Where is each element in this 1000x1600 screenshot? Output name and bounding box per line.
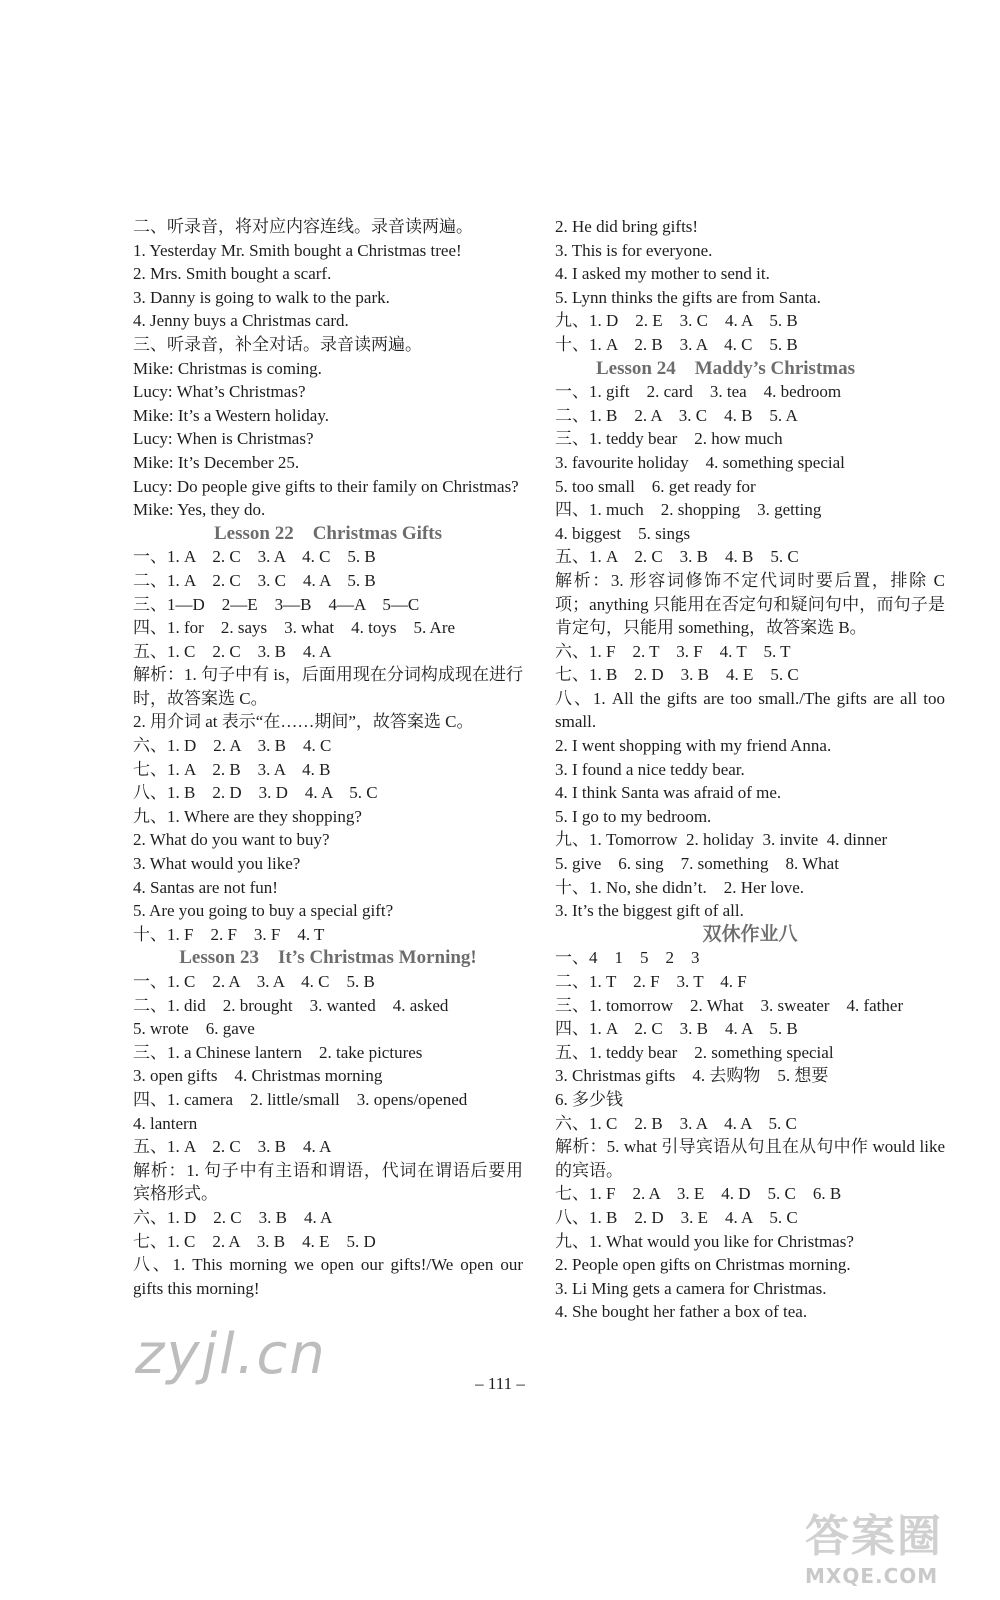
answer-line: 5. wrote 6. gave xyxy=(133,1019,255,1039)
answer-line: 六、1. C 2. B 3. A 4. A 5. C xyxy=(555,1113,797,1133)
answer-line: 八、1. B 2. D 3. D 4. A 5. C xyxy=(133,783,378,803)
answer-line: 3. Christmas gifts 4. 去购物 5. 想要 xyxy=(555,1066,829,1086)
answer-line: 八、1. All the gifts are too small./The gifts are all too small. xyxy=(555,688,945,732)
page-number: – 111 – xyxy=(475,1374,525,1393)
answer-line: 5. I go to my bedroom. xyxy=(555,806,712,826)
answer-line: 四、1. A 2. C 3. B 4. A 5. B xyxy=(555,1019,798,1039)
answer-line: 三、1. tomorrow 2. What 3. sweater 4. father xyxy=(555,995,904,1015)
answer-line: 七、1. C 2. A 3. B 4. E 5. D xyxy=(133,1231,376,1251)
answer-line: 5. Are you going to buy a special gift? xyxy=(133,901,394,921)
answer-line: 七、1. F 2. A 3. E 4. D 5. C 6. B xyxy=(555,1184,842,1204)
answer-line: 七、1. A 2. B 3. A 4. B xyxy=(133,759,331,779)
answer-line: 3. What would you like? xyxy=(133,854,301,874)
answer-line: 九、1. Where are they shopping? xyxy=(133,806,362,826)
corner-logo-glyphs: 答案圈 xyxy=(805,1511,943,1562)
answer-line: 5. too small 6. get ready for xyxy=(555,476,756,496)
text-line: Mike: It’s a Western holiday. xyxy=(133,405,329,425)
analysis-text: 解析：1. 句子中有主语和谓语，代词在谓语后要用宾格形式。 xyxy=(133,1160,523,1204)
answer-line: 3. I found a nice teddy bear. xyxy=(555,759,745,779)
text-line: 4. Jenny buys a Christmas card. xyxy=(133,311,349,331)
answer-line: 四、1. camera 2. little/small 3. opens/opened xyxy=(133,1089,468,1109)
answer-line: 5. give 6. sing 7. something 8. What xyxy=(555,854,839,874)
answer-line: 九、1. Tomorrow 2. holiday 3. invite 4. dinner xyxy=(555,830,888,850)
text-line: 三、听录音，补全对话。录音读两遍。 xyxy=(133,334,422,354)
answer-line: 一、4 1 5 2 3 xyxy=(555,948,700,968)
answer-line: 一、1. gift 2. card 3. tea 4. bedroom xyxy=(555,382,842,402)
answer-line: 十、1. No, she didn’t. 2. Her love. xyxy=(555,877,804,897)
answer-line: 九、1. What would you like for Christmas? xyxy=(555,1231,854,1251)
answer-line: 4. I think Santa was afraid of me. xyxy=(555,783,782,803)
text-line: 2. He did bring gifts! xyxy=(555,217,699,236)
answer-line: 3. It’s the biggest gift of all. xyxy=(555,901,744,921)
answer-line: 五、1. teddy bear 2. something special xyxy=(555,1042,834,1062)
answer-line: 二、1. B 2. A 3. C 4. B 5. A xyxy=(555,405,798,425)
answer-line: 八、1. This morning we open our gifts!/We open our gifts this morning! xyxy=(133,1255,523,1298)
answer-line: 六、1. D 2. C 3. B 4. A xyxy=(133,1207,333,1227)
answer-line: 五、1. C 2. C 3. B 4. A xyxy=(133,641,332,661)
answer-line: 八、1. B 2. D 3. E 4. A 5. C xyxy=(555,1207,798,1227)
text-line: 5. Lynn thinks the gifts are from Santa. xyxy=(555,287,821,307)
answer-line: 6. 多少钱 xyxy=(555,1089,623,1109)
answer-line: 2. What do you want to buy? xyxy=(133,830,330,850)
answer-line: 五、1. A 2. C 3. B 4. A xyxy=(133,1137,332,1157)
text-line: 1. Yesterday Mr. Smith bought a Christmas tree! xyxy=(133,240,462,260)
answer-line: 三、1—D 2—E 3—B 4—A 5—C xyxy=(133,594,420,614)
text-line: 3. This is for everyone. xyxy=(555,240,713,260)
answer-line: 十、1. A 2. B 3. A 4. C 5. B xyxy=(555,334,798,354)
answer-line: 二、1. A 2. C 3. C 4. A 5. B xyxy=(133,570,376,590)
answer-line: 六、1. F 2. T 3. F 4. T 5. T xyxy=(555,641,791,661)
answer-line: 三、1. teddy bear 2. how much xyxy=(555,429,783,449)
answer-line: 二、1. did 2. brought 3. wanted 4. asked xyxy=(133,995,449,1015)
answer-line: 一、1. A 2. C 3. A 4. C 5. B xyxy=(133,547,376,567)
analysis-text: 解析：5. what 引导宾语从句且在从句中作 would like 的宾语。 xyxy=(555,1137,945,1180)
left-column xyxy=(133,215,523,1300)
dialog-line: Lucy: Do people give gifts to their family on Christmas? xyxy=(133,476,519,496)
answer-line: 2. People open gifts on Christmas morning. xyxy=(555,1255,851,1275)
answer-line: 二、1. T 2. F 3. T 4. F xyxy=(555,972,747,991)
text-line: 2. Mrs. Smith bought a scarf. xyxy=(133,264,332,284)
answer-line: 六、1. D 2. A 3. B 4. C xyxy=(133,736,332,756)
corner-logo-url: MXQE.COM xyxy=(805,1564,939,1588)
weekend-homework-heading: 双休作业八 xyxy=(702,923,798,945)
text-line: 二、听录音，将对应内容连线。录音读两遍。 xyxy=(133,217,473,236)
text-line: 3. Danny is going to walk to the park. xyxy=(133,287,390,307)
answer-line: 七、1. B 2. D 3. B 4. E 5. C xyxy=(555,665,799,685)
answer-line: 4. lantern xyxy=(133,1113,198,1133)
text-line: 4. I asked my mother to send it. xyxy=(555,264,770,284)
text-line: Mike: It’s December 25. xyxy=(133,452,300,472)
lesson-23-heading: Lesson 23 It’s Christmas Morning! xyxy=(179,947,477,969)
right-column xyxy=(555,215,945,1324)
answer-line: 3. Li Ming gets a camera for Christmas. xyxy=(555,1278,827,1298)
answer-line: 四、1. for 2. says 3. what 4. toys 5. Are xyxy=(133,618,456,638)
text-line: Lucy: What’s Christmas? xyxy=(133,382,306,402)
answer-line: 2. 用介词 at 表示“在……期间”，故答案选 C。 xyxy=(133,712,474,732)
answer-line: 四、1. much 2. shopping 3. getting xyxy=(555,500,822,520)
dialog-line: Mike: Yes, they do. xyxy=(133,500,266,520)
answer-line: 4. Santas are not fun! xyxy=(133,877,278,897)
answer-line: 2. I went shopping with my friend Anna. xyxy=(555,736,832,756)
analysis-text: 解析：3. 形容词修饰不定代词时要后置，排除 C 项；anything 只能用在否定句和疑问句中，而句子是肯定句，只能用 something，故答案选 B。 xyxy=(555,570,945,638)
answer-line: 4. biggest 5. sings xyxy=(555,523,691,543)
answer-line: 4. She bought her father a box of tea. xyxy=(555,1302,808,1322)
answer-line: 3. open gifts 4. Christmas morning xyxy=(133,1066,383,1086)
answer-line: 十、1. F 2. F 3. F 4. T xyxy=(133,924,325,944)
text-line: Mike: Christmas is coming. xyxy=(133,358,322,378)
corner-watermark-logo xyxy=(805,1500,975,1590)
answer-line: 五、1. A 2. C 3. B 4. B 5. C xyxy=(555,547,799,567)
answer-line: 三、1. a Chinese lantern 2. take pictures xyxy=(133,1042,423,1062)
answer-line: 3. favourite holiday 4. something special xyxy=(555,452,845,472)
lesson-22-heading: Lesson 22 Christmas Gifts xyxy=(213,522,442,544)
watermark-logo: zyjl.cn xyxy=(135,1322,327,1387)
lesson-24-heading: Lesson 24 Maddy’s Christmas xyxy=(596,357,855,379)
answer-line: 一、1. C 2. A 3. A 4. C 5. B xyxy=(133,972,375,991)
analysis-text: 解析：1. 句子中有 is，后面用现在分词构成现在进行时，故答案选 C。 xyxy=(133,665,523,708)
text-line: Lucy: When is Christmas? xyxy=(133,429,314,449)
answer-line: 九、1. D 2. E 3. C 4. A 5. B xyxy=(555,311,798,331)
